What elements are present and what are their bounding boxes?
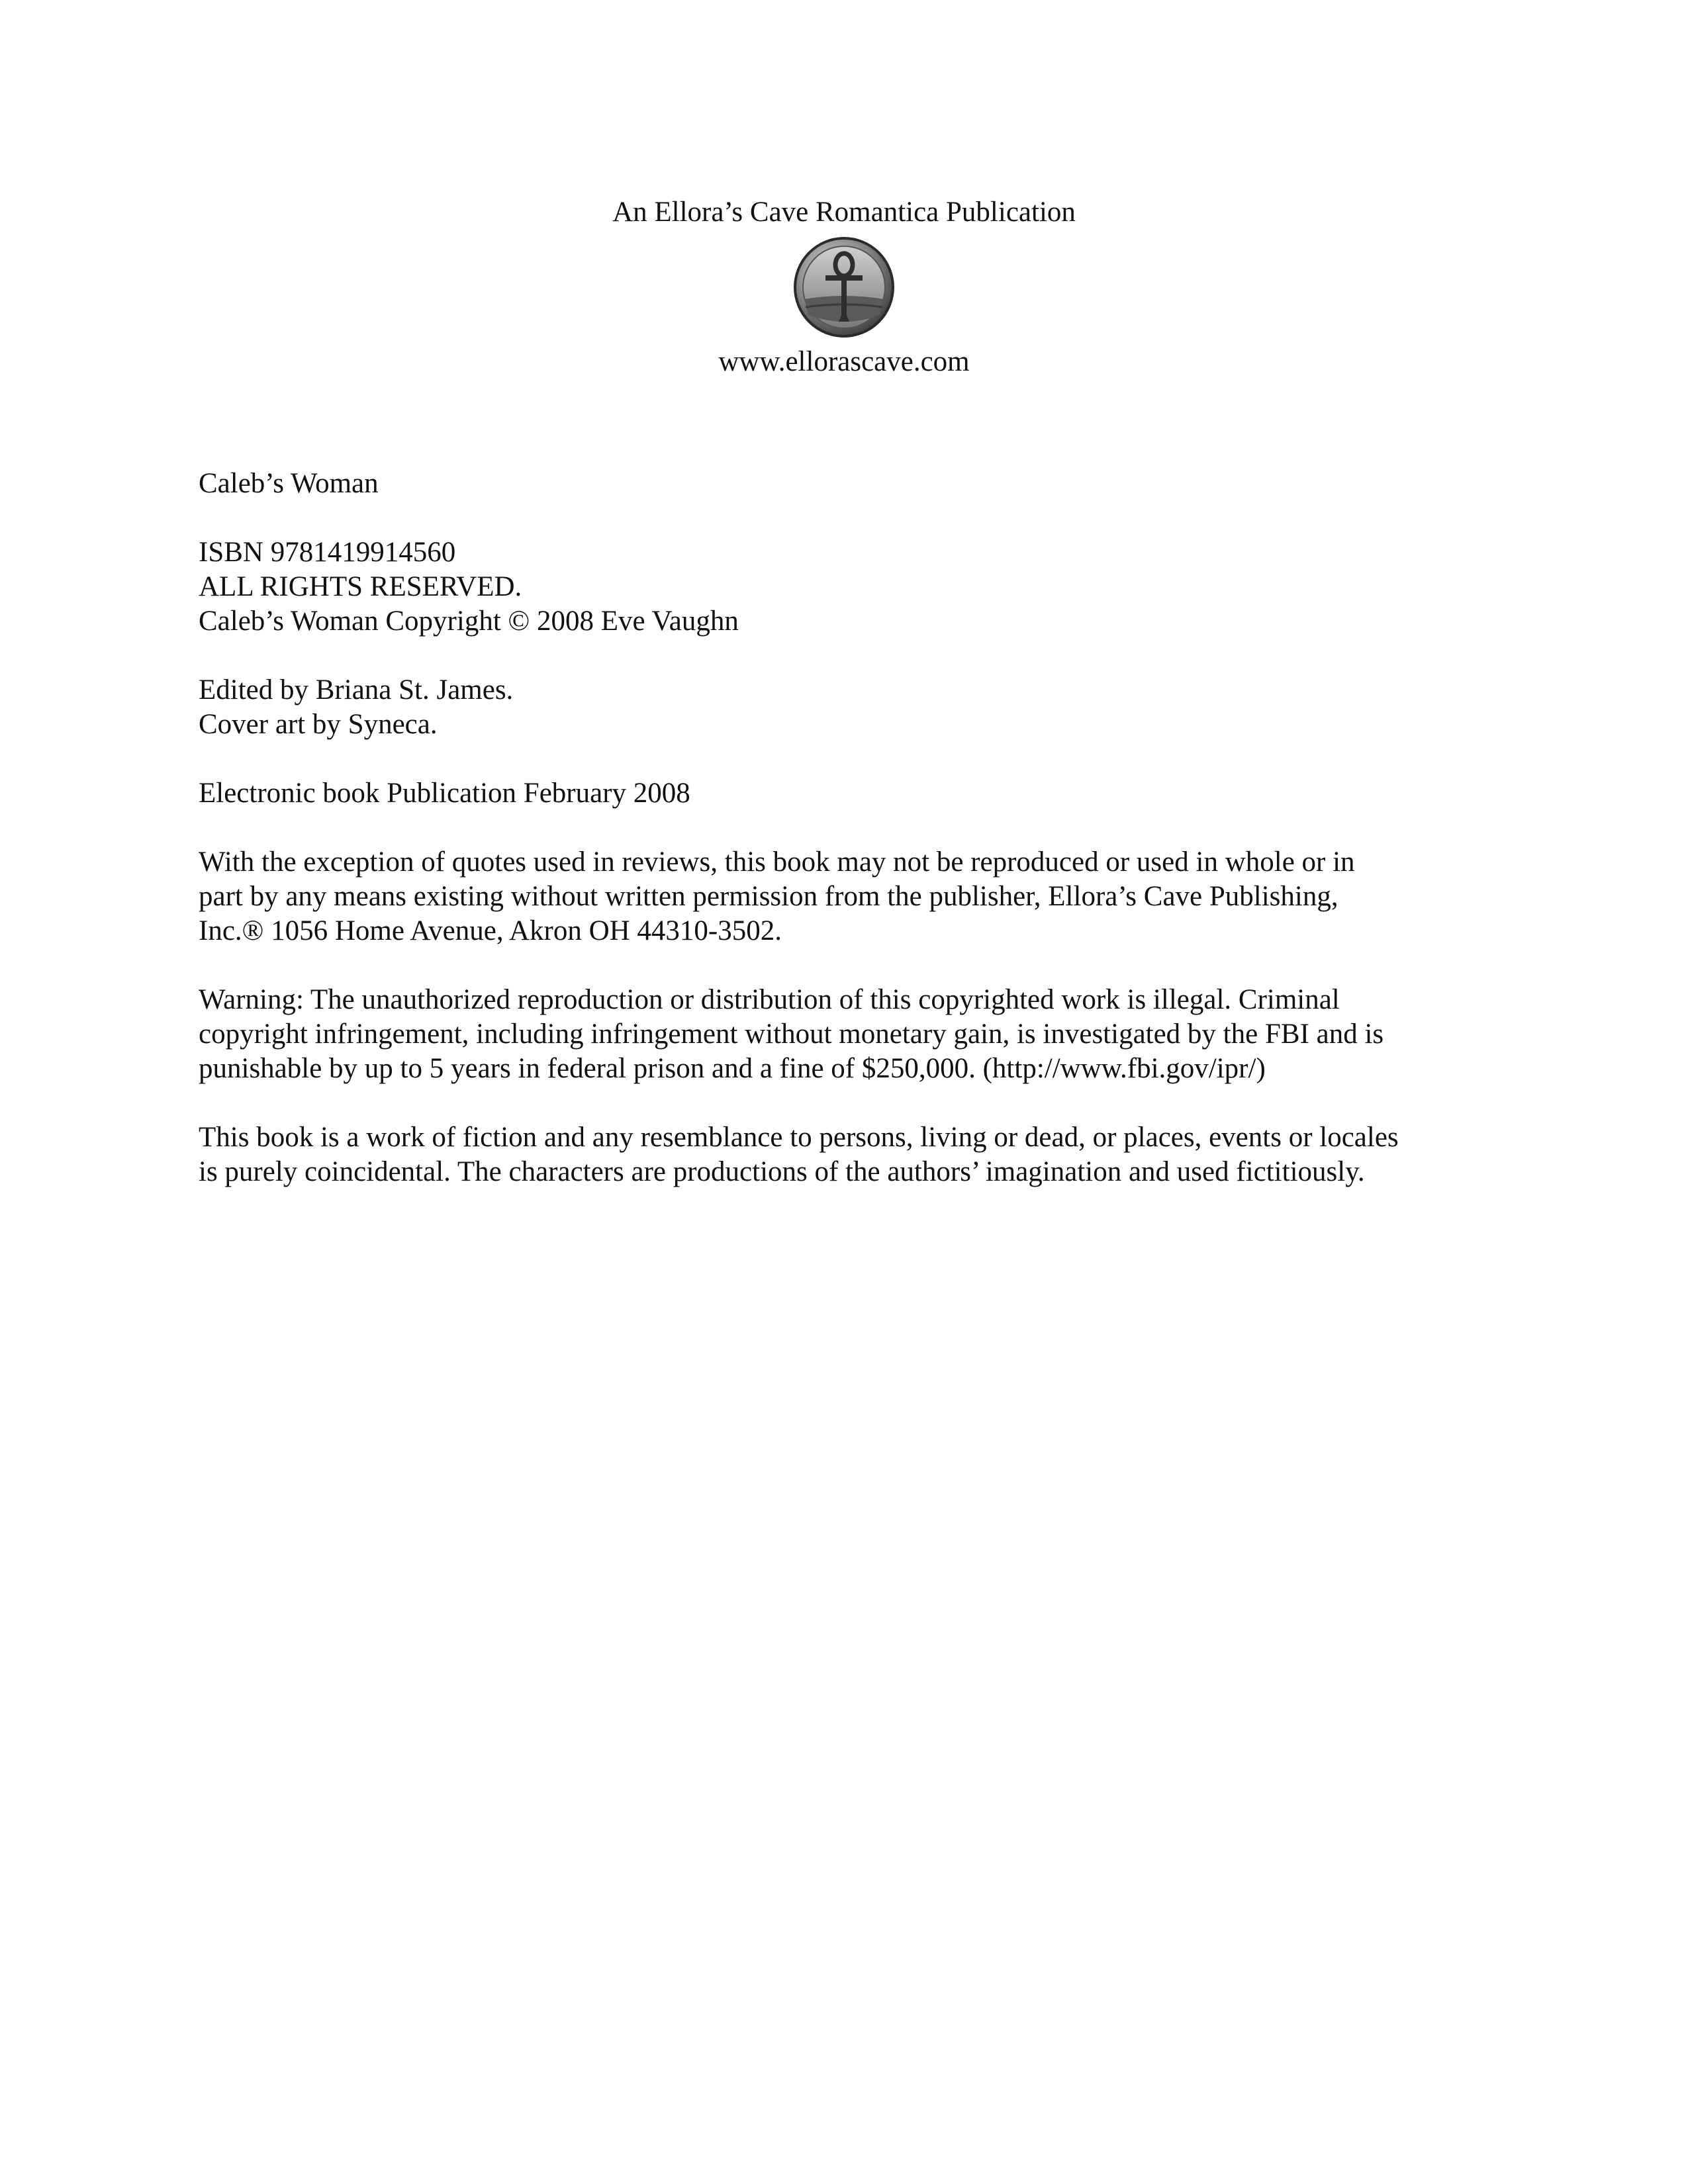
fiction-disclaimer xyxy=(199,1120,1496,1189)
publication-line: An Ellora’s Cave Romantica Publication xyxy=(612,197,1076,228)
publication-date-block xyxy=(199,776,1496,811)
warning-line: copyright infringement, including infringement without monetary gain, is investigated by the FBI and is xyxy=(199,1019,1384,1050)
isbn: ISBN 9781419914560 xyxy=(199,537,456,568)
warning-line: Warning: The unauthorized reproduction or distribution of this copyrighted work is illegal. Criminal xyxy=(199,984,1340,1015)
reproduction-line: Inc.® 1056 Home Avenue, Akron OH 44310-3502. xyxy=(199,915,782,946)
publisher-header xyxy=(0,193,1688,381)
cover-art-credit: Cover art by Syneca. xyxy=(199,709,438,740)
reproduction-line: part by any means existing without written permission from the publisher, Ellora’s Cave Publishing, xyxy=(199,881,1338,912)
publisher-website: www.ellorascave.com xyxy=(718,346,970,377)
copyright-notice: Caleb’s Woman Copyright © 2008 Eve Vaughn xyxy=(199,606,739,637)
copyright-body xyxy=(199,467,1496,1224)
book-title-block xyxy=(199,467,1496,501)
fbi-warning xyxy=(199,983,1496,1086)
reproduction-notice xyxy=(199,845,1496,948)
rights-block xyxy=(199,535,1496,639)
credits-block xyxy=(199,673,1496,742)
reproduction-line: With the exception of quotes used in reviews, this book may not be reproduced or used in whole or in xyxy=(199,846,1355,878)
editor-credit: Edited by Briana St. James. xyxy=(199,674,514,705)
fiction-line: is purely coincidental. The characters are productions of the authors’ imagination and used fictitiously. xyxy=(199,1156,1365,1187)
fiction-line: This book is a work of fiction and any resemblance to persons, living or dead, or places, events or locales xyxy=(199,1122,1399,1153)
rights-reserved: ALL RIGHTS RESERVED. xyxy=(199,571,522,602)
ankh-medallion-logo-icon xyxy=(792,236,896,339)
warning-line: punishable by up to 5 years in federal prison and a fine of $250,000. (http://www.fbi.gov/ipr/) xyxy=(199,1053,1266,1084)
publication-date: Electronic book Publication February 2008 xyxy=(199,778,690,809)
book-title: Caleb’s Woman xyxy=(199,468,379,499)
